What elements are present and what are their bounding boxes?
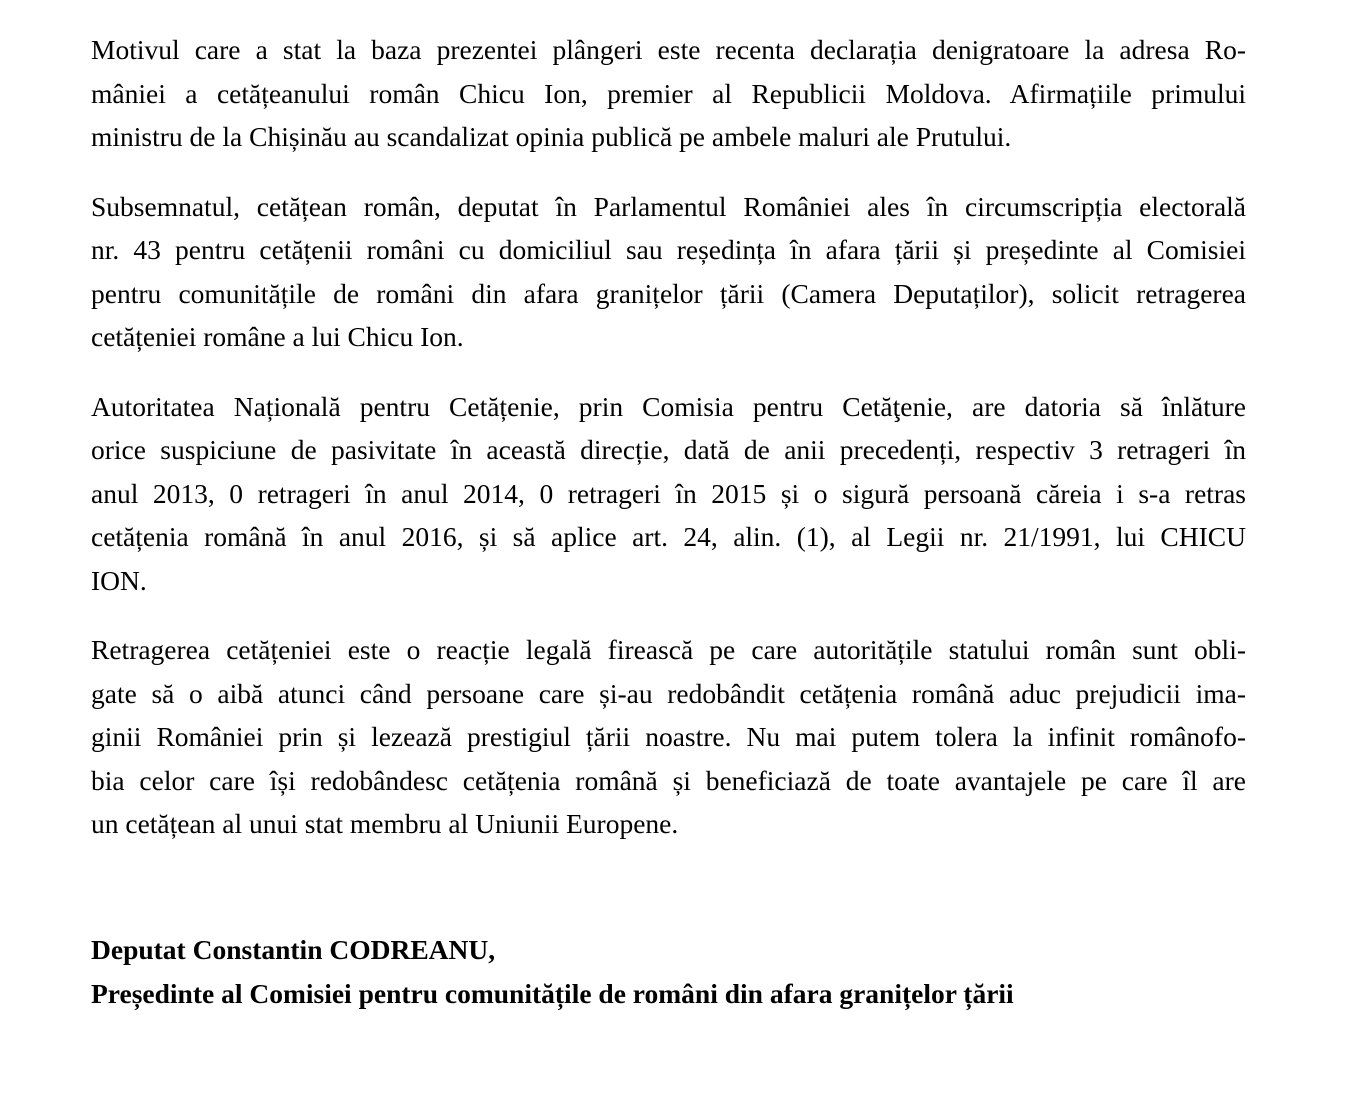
paragraph-motive <box>91 28 1246 159</box>
text-line: cetățeniei române a lui Chicu Ion. <box>91 321 464 352</box>
signature-block <box>91 928 1014 1015</box>
text-line: ministru de la Chișinău au scandalizat opinia publică pe ambele maluri ale Prutului. <box>91 121 1012 152</box>
text-line: Retragerea cetățeniei este o reacție legală firească pe care autoritățile statului român sunt obli- <box>91 634 1246 665</box>
text-line: bia celor care își redobândesc cetățenia română și beneficiază de toate avantajele pe care îl are <box>91 764 1246 796</box>
signature-title: Președinte al Comisiei pentru comunitățile de români din afara granițelor țării <box>91 977 1014 1009</box>
text-line: ION. <box>91 564 147 596</box>
paragraph-request <box>91 185 1246 359</box>
text-line: pentru comunitățile de români din afara granițelor țării (Camera Deputaților), solicit retragerea <box>91 277 1246 309</box>
text-line: ginii României prin și lezează prestigiul țării noastre. Nu mai putem tolera la infinit românofo- <box>91 721 1246 752</box>
text-line: un cetățean al unui stat membru al Uniunii Europene. <box>91 808 679 839</box>
text-line: Motivul care a stat la baza prezentei plângeri este recenta declarația denigratoare la adresa Ro- <box>91 34 1246 65</box>
paragraph-conclusion <box>91 628 1246 846</box>
text-line: Autoritatea Națională pentru Cetățenie, prin Comisia pentru Cetăţenie, are datoria să înlăture <box>91 390 1246 422</box>
text-line: nr. 43 pentru cetățenii români cu domiciliul sau reședința în afara țării și președinte al Comisiei <box>91 234 1246 265</box>
text-line: orice suspiciune de pasivitate în această direcție, dată de anii precedenți, respectiv 3 retrageri în <box>91 434 1246 465</box>
text-line: mâniei a cetățeanului român Chicu Ion, premier al Republicii Moldova. Afirmațiile primului <box>91 77 1246 109</box>
signature-name: Deputat Constantin CODREANU, <box>91 934 496 965</box>
text-line: Subsemnatul, cetățean român, deputat în Parlamentul României ales în circumscripția electorală <box>91 190 1246 222</box>
document-body <box>91 28 1246 872</box>
text-line: gate să o aibă atunci când persoane care și-au redobândit cetățenia română aduc prejudicii ima- <box>91 677 1246 709</box>
text-line: anul 2013, 0 retrageri în anul 2014, 0 retrageri în 2015 și o sigură persoană căreia i s-a retras <box>91 477 1246 509</box>
paragraph-authority <box>91 385 1246 603</box>
text-line: cetățenia română în anul 2016, și să aplice art. 24, alin. (1), al Legii nr. 21/1991, lui CHICU <box>91 521 1246 552</box>
